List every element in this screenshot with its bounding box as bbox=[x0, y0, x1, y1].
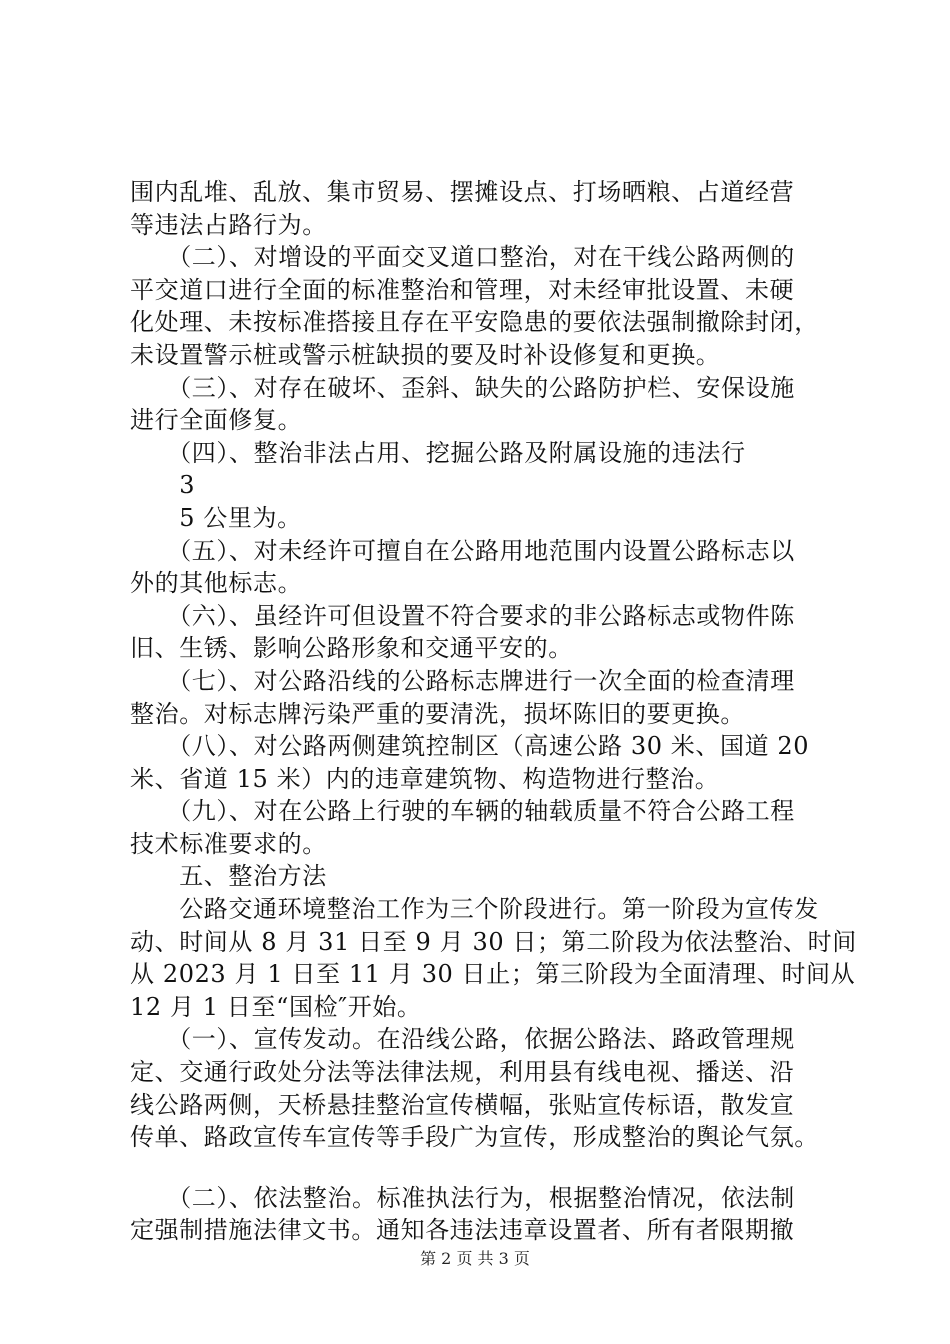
text-line: 米、省道 15 米）内的违章建筑物、构造物进行整治。 bbox=[130, 764, 720, 793]
text-line: 传单、路政宣传车宣传等手段广为宣传，形成整治的舆论气氛。 bbox=[130, 1123, 819, 1152]
text-line: （九）、对在公路上行驶的车辆的轴载质量不符合公路工程 bbox=[130, 797, 795, 826]
text-line: （二）、依法整治。标准执法行为，根据整治情况，依法制 bbox=[130, 1183, 795, 1212]
text-line: 公路交通环境整治工作为三个阶段进行。第一阶段为宣传发 bbox=[130, 895, 819, 924]
section-heading: 五、整治方法 bbox=[130, 862, 327, 891]
text-line: 定、交通行政处分法等法律法规，利用县有线电视、播送、沿 bbox=[130, 1058, 795, 1087]
text-line: （六）、虽经许可但设置不符合要求的非公路标志或物件陈 bbox=[130, 601, 795, 630]
page-footer: 第 2 页 共 3 页 bbox=[420, 1249, 530, 1268]
text-line: 从 2023 月 1 日至 11 月 30 日止；第三阶段为全面清理、时间从 bbox=[130, 960, 856, 989]
text-line: （三）、对存在破坏、歪斜、缺失的公路防护栏、安保设施 bbox=[130, 373, 795, 402]
text-line: 未设置警示桩或警示桩缺损的要及时补设修复和更换。 bbox=[130, 340, 721, 369]
text-line: 进行全面修复。 bbox=[130, 406, 303, 435]
text-line: （一）、宣传发动。在沿线公路，依据公路法、路政管理规 bbox=[130, 1025, 795, 1054]
text-line: 定强制措施法律文书。通知各违法违章设置者、所有者限期撤 bbox=[130, 1216, 795, 1245]
text-line: 整治。对标志牌污染严重的要清洗，损坏陈旧的要更换。 bbox=[130, 699, 745, 728]
text-line: 围内乱堆、乱放、集市贸易、摆摊设点、打场晒粮、占道经营 bbox=[130, 178, 795, 206]
text-line: 5 公里为。 bbox=[130, 503, 302, 532]
text-line: 线公路两侧，天桥悬挂整治宣传横幅，张贴宣传标语，散发宣 bbox=[130, 1090, 795, 1119]
text-line: 动、时间从 8 月 31 日至 9 月 30 日；第二阶段为依法整治、时间 bbox=[130, 927, 857, 956]
text-line: （四）、整治非法占用、挖掘公路及附属设施的违法行 bbox=[130, 438, 746, 467]
document-body bbox=[130, 176, 857, 1247]
text-line: 外的其他标志。 bbox=[130, 569, 303, 598]
text-line: （二）、对增设的平面交叉道口整治，对在干线公路两侧的 bbox=[130, 243, 795, 272]
text-line: 技术标准要求的。 bbox=[130, 829, 327, 858]
text-line: 等违法占路行为。 bbox=[130, 210, 327, 239]
text-line: 旧、生锈、影响公路形象和交通平安的。 bbox=[130, 634, 573, 663]
text-line: （七）、对公路沿线的公路标志牌进行一次全面的检查清理 bbox=[130, 666, 795, 695]
text-line: （五）、对未经许可擅自在公路用地范围内设置公路标志以 bbox=[130, 536, 795, 565]
text-line: 化处理、未按标准搭接且存在平安隐患的要依法强制撤除封闭， bbox=[130, 308, 819, 337]
text-line: 平交道口进行全面的标准整治和管理，对未经审批设置、未硬 bbox=[130, 275, 795, 304]
text-line: 3 bbox=[130, 471, 196, 500]
paragraph-gap bbox=[130, 1154, 834, 1182]
text-line: 12 月 1 日至“国检″开始。 bbox=[130, 992, 422, 1021]
text-line: （八）、对公路两侧建筑控制区（高速公路 30 米、国道 20 bbox=[130, 732, 810, 761]
